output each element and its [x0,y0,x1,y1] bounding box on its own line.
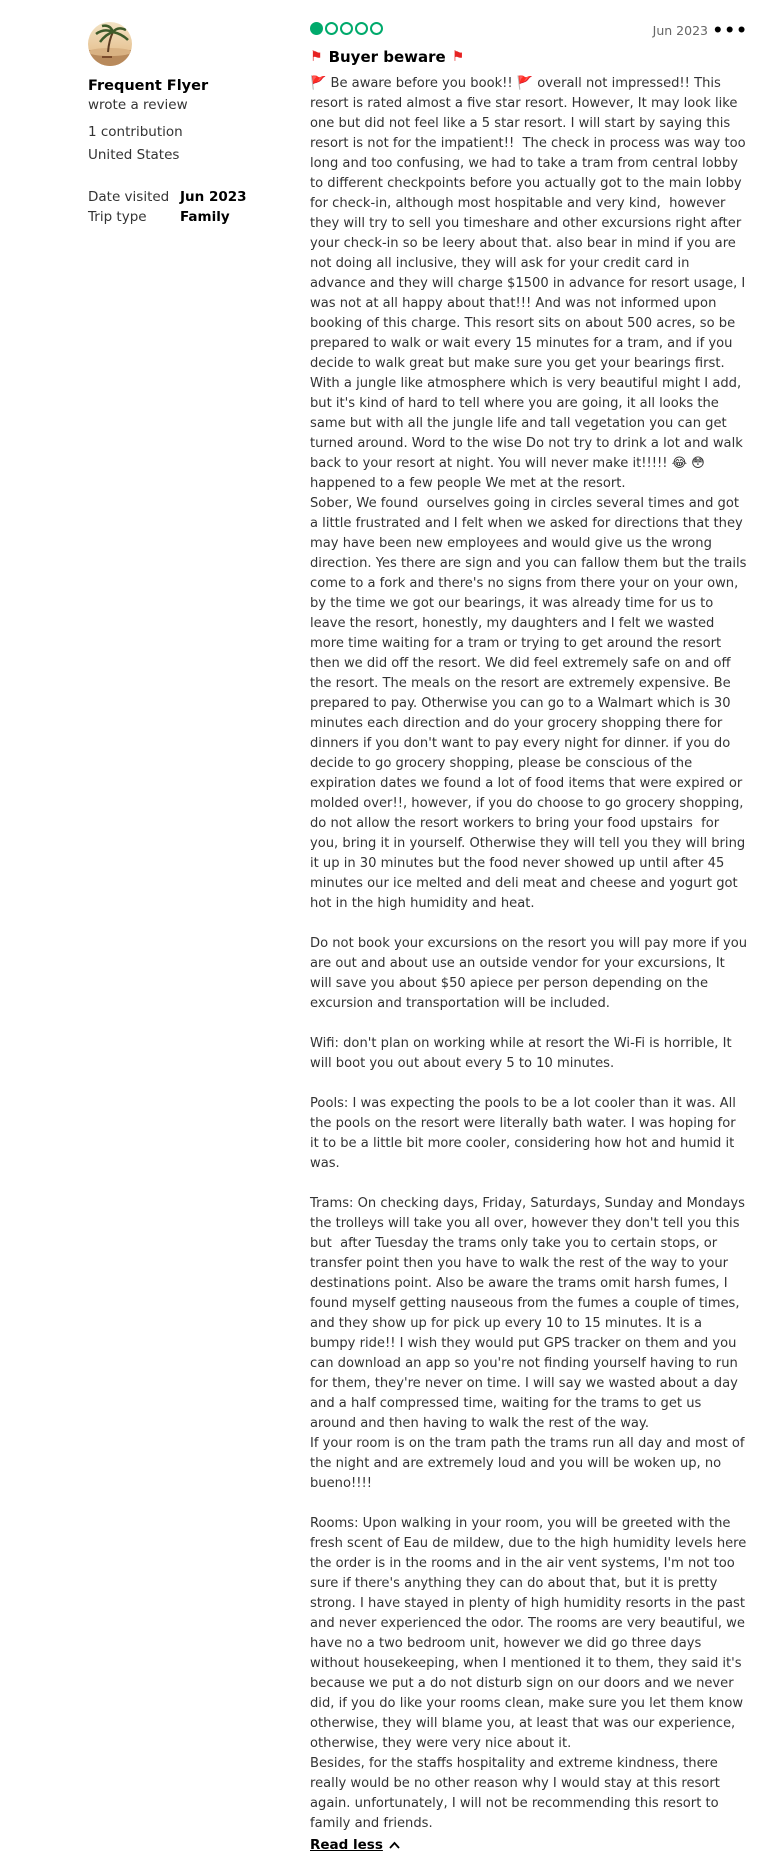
rating-bubble-empty [370,22,383,35]
contribution-count: 1 contribution [88,124,183,140]
read-less-label: Read less [310,1837,383,1853]
rating-bubble-filled [310,22,323,35]
reviewer-panel [88,22,278,227]
date-visited-value: Jun 2023 [180,189,247,205]
rating-bubble-empty [340,22,353,35]
review-action: wrote a review [88,97,188,113]
red-flag-icon: ⚑ [310,49,323,65]
review-content [310,22,748,1853]
trip-type-label: Trip type [88,209,147,225]
date-visited-label: Date visited [88,189,170,205]
read-less-button[interactable] [310,1837,400,1853]
review-body: 🚩 Be aware before you book!! 🚩 overall not impressed!! This resort is rated almost a five star resort. However, It may look like one but did not feel like a 5 star resort. I will start by saying this resort is not for the impatient!! The check in process was way too long and too confusing, we had to take a tram from central lobby to different checkpoints before you actually got to the main lobby for check-in, although most hospitable and very kind, however they will try to sell you timeshare and other excursions right after your check-in so be leery about that. also bear in mind if you are not doing all inclusive, they will ask for your credit card in advance and they will charge $1500 in advance for resort usage, I was not at all happy about that!!! And was not informed upon booking of this charge. This resort sits on about 500 acres, so be prepared to walk or wait every 15 minutes for a tram, and if you decide to walk great but make sure you get your bearings first. With a jungle like atmosphere which is very beautiful might I add, but it's kind of hard to tell where you are going, it all looks the same but with all the jungle life and tall vegetation you can get turned around. Word to the wise Do not try to drink a lot and walk back to your resort at night. You will never make it!!!!! 😂 😳 happened to a few people We met at the resort. Sober, We found ourselves going in circles several times and got a little frustrated and I felt when we asked for directions that they may have been new employees and would give us the wrong direction. Yes there are sign and you can fallow them but the trails come to a fork and there's no signs from there your on your own, by the time we got our bearings, it was already time for us to leave the resort, honestly, my daughters and I felt we wasted more time waiting for a tram or trying to get around the resort then we did off the resort. We did feel extremely safe on and off the resort. The meals on the resort are extremely expensive. Be prepared to pay. Otherwise you can go to a Walmart which is 30 minutes each direction and do your grocery shopping there for dinners if you don't want to pay every night for dinner. if you do decide to go grocery shopping, please be conscious of the expiration dates we found a lot of food items that were expired or molded over!!, however, if you do choose to go grocery shopping, do not allow the resort workers to bring your food upstairs for you, bring it in yourself. Otherwise they will tell you they will bring it up in 30 minutes but the food never showed up until after 45 minutes our ice melted and deli meat and cheese and yogurt got hot in the high humidity and heat. Do not book your excursions on the resort you will pay more if you are out and about use an outside vendor for your excursions, It will save you about $50 apiece per person depending on the excursion and transportation will be included. Wifi: don't plan on working while at resort the Wi-Fi is horrible, It will boot you out about every 5 to 10 minutes. Pools: I was expecting the pools to be a lot cooler than it was. All the pools on the resort were literally bath water. I was hoping for it to be a little bit more cooler, considering how hot and humid it was. Trams: On checking days, Friday, Saturdays, Sunday and Mondays the trolleys will take you all over, however they don't tell you this but after Tuesday the trams only take you to certain stops, or transfer point then you have to walk the rest of the way to your destinations point. Also be aware the trams omit harsh fumes, I found myself getting nauseous from the fumes a couple of times, and they show up for pick up every 10 to 15 minutes. It is a bumpy ride!! I wish they would put GPS tracker on them and you can download an app so you're not finding yourself having to run for them, they're never on time. I will say we wasted about a day and a half compressed time, waiting for the trams to get us around and then having to walk the rest of the way. If your room is on the tram path the trams run all day and most of the night and are extremely loud and you will be woken up, no bueno!!!! Rooms: Upon walking in your room, you will be greeted with the fresh scent of Eau de mildew, due to the high humidity levels here the order is in the rooms and in the air vent systems, I'm not too sure if there's anything they can do about that, but it is pretty strong. I have stayed in plenty of high humidity resorts in the past and never experienced the odor. The rooms are very beautiful, we have no a two bedroom unit, however we did go three days without housekeeping, when I mentioned it to them, they said it's because we put a do not disturb sign on our doors and we never did, if you do like your rooms clean, make sure you let them know otherwise, they will blame you, at least that was our experience, otherwise, they were very nice about it. Besides, for the staffs hospitality and extreme kindness, there really would be no other reason why I would stay at this resort again. unfortunately, I will not be recommending this resort to family and friends. [310,76,748,1831]
trip-info [88,187,278,227]
review-title[interactable] [310,46,748,68]
reviewer-location: United States [88,147,180,163]
ellipsis-icon[interactable]: ••• [712,21,748,41]
red-flag-icon: ⚑ [451,49,465,65]
review-date: Jun 2023 [652,23,708,38]
avatar-image [88,22,132,66]
rating-bubble-empty [325,22,338,35]
rating-bubble-empty [355,22,368,35]
review-title-text: Buyer beware [328,48,446,66]
reviewer-name[interactable]: Frequent Flyer [88,78,209,94]
avatar[interactable] [88,22,132,66]
chevron-up-icon [389,1838,400,1852]
trip-type-value: Family [180,209,230,225]
